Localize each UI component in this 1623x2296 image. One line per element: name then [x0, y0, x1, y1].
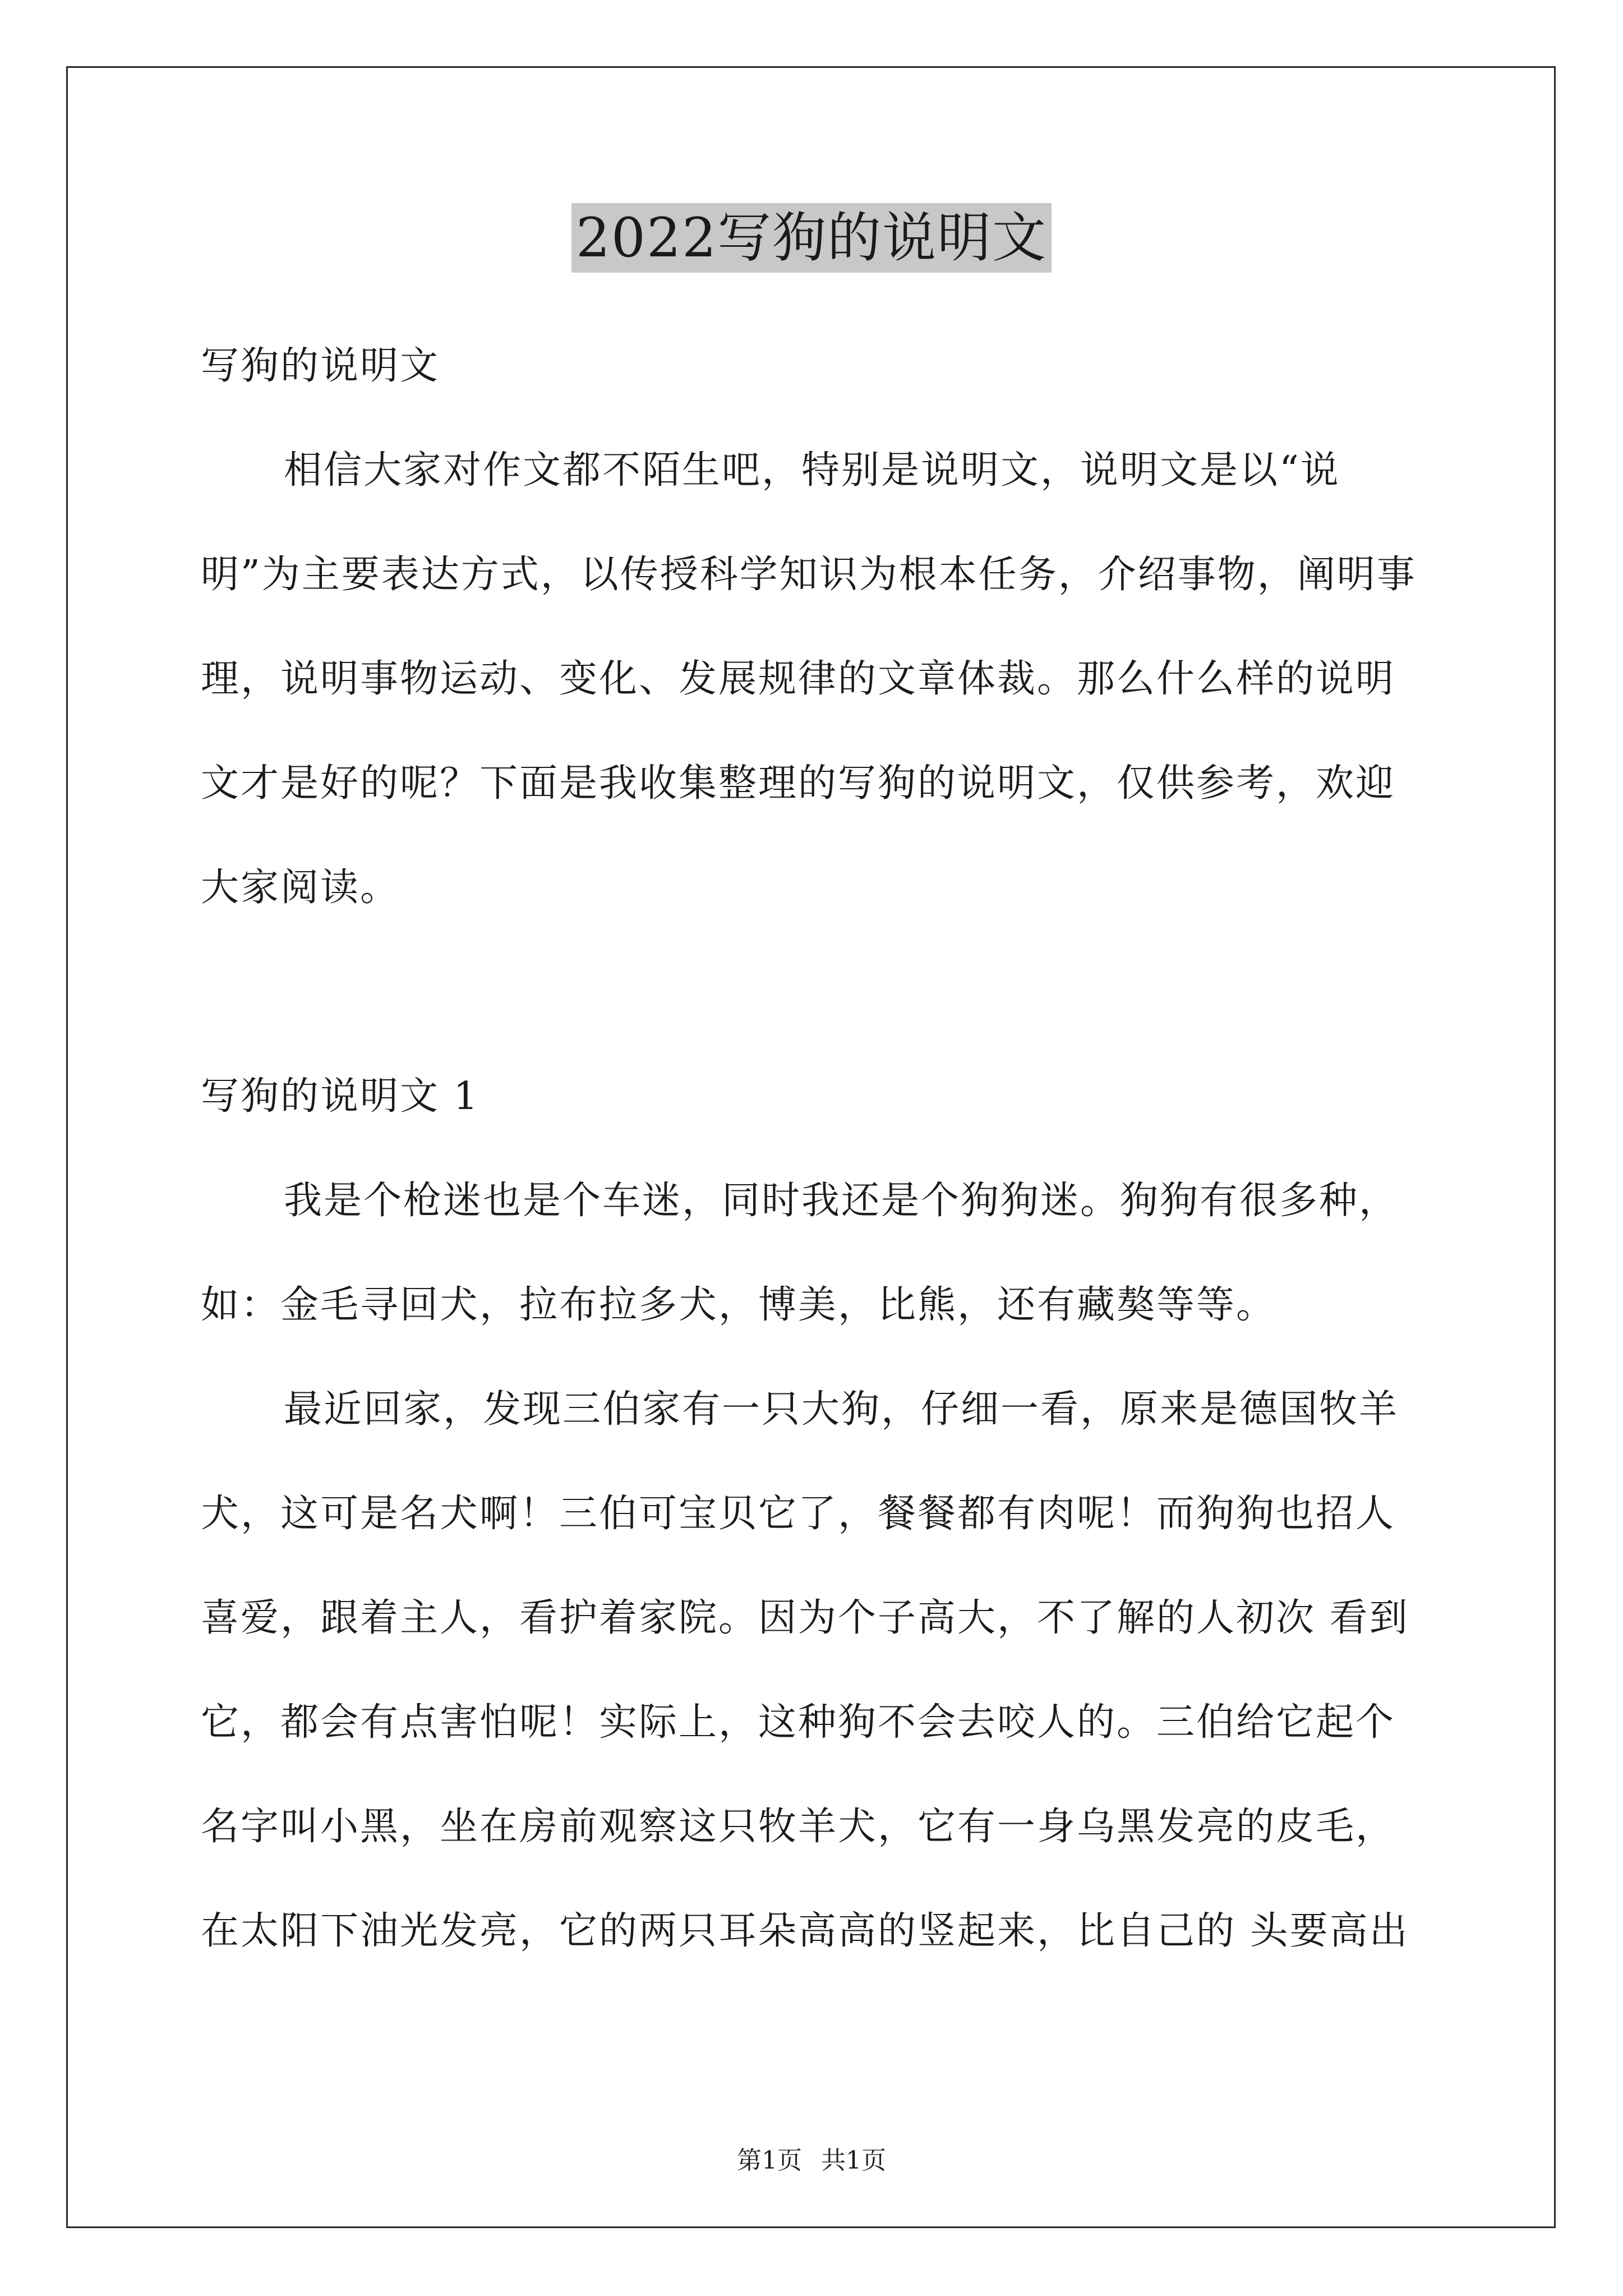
body-paragraph: 最近回家，发现三伯家有一只大狗，仔细一看，原来是德国牧羊犬，这可是名犬啊！三伯可宝贝它了，餐餐都有肉呢！而狗狗也招人喜爱，跟着主人，看护着家院。因为个子高大，不了解的人初次 看到它，都会有点害怕呢！实际上，这种狗不会去咬人的。三伯给它起个名字叫小黑，坐在房前观察这只牧羊犬，它有一身乌黑发亮的皮毛，在太阳下油光发亮，它的两只耳朵高高的竖起来，比自己的 头要高出	[201, 1387, 1409, 1953]
intro-paragraph: 相信大家对作文都不陌生吧，特别是说明文，说明文是以“说明”为主要表达方式，以传授科学知识为根本任务，介绍事物，阐明事理，说明事物运动、变化、发展规律的文章体裁。那么什么样的说明文才是好的呢？下面是我收集整理的写狗的说明文，仅供参考，欢迎大家阅读。	[201, 448, 1417, 910]
section-heading: 写狗的说明文 1	[201, 1074, 479, 1119]
document-title: 2022写狗的说明文	[571, 203, 1052, 273]
paragraph-gap	[201, 940, 1435, 1045]
page-footer	[0, 2144, 1623, 2178]
body-paragraph: 我是个枪迷也是个车迷，同时我还是个狗狗迷。狗狗有很多种，如：金毛寻回犬，拉布拉多犬，博美，比熊，还有藏獒等等。	[201, 1179, 1399, 1327]
document-body	[201, 314, 1435, 1984]
title-container	[0, 203, 1623, 273]
page-number: 第1页	[737, 2146, 802, 2175]
page-total: 共1页	[821, 2146, 886, 2175]
subtitle: 写狗的说明文	[201, 344, 440, 388]
